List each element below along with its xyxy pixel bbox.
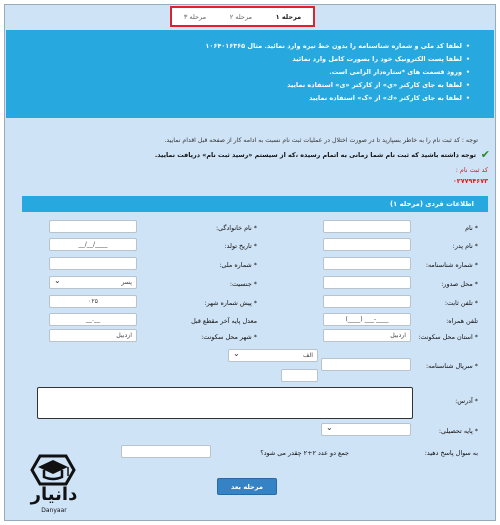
steps-tabs xyxy=(170,6,315,27)
first-name-input[interactable] xyxy=(323,220,411,233)
section-title: اطلاعات فردی (مرحله ۱) xyxy=(22,196,488,212)
national-code-label: * شماره ملی: xyxy=(219,261,257,269)
city-code-label: * پیش شماره شهر: xyxy=(204,299,257,307)
instruction-item: • لطفا کد ملی و شماره شناسنامه را بدون خط تیره وارد نمائید. مثال ۱۰۶۴۰۱۶۳۶۵ xyxy=(6,40,468,53)
security-label: به سوال پاسخ دهید: xyxy=(424,449,478,457)
id-number-label: * شماره شناسنامه: xyxy=(425,261,478,269)
national-code-input[interactable] xyxy=(49,257,137,270)
first-name-label: * نام xyxy=(465,224,478,232)
security-answer-input[interactable] xyxy=(121,445,211,458)
landline-label: * تلفن ثابت: xyxy=(444,299,478,307)
logo-name: دانیار xyxy=(30,484,78,505)
tab-step-1[interactable]: مرحله ۱ xyxy=(275,12,302,21)
registration-code-label: کد ثبت نام : xyxy=(455,166,488,174)
serial-letter-select[interactable]: ⌄ الف xyxy=(228,349,318,362)
province-label: * استان محل سکونت: xyxy=(418,333,478,341)
tab-step-2[interactable]: مرحله ۲ xyxy=(229,12,253,21)
security-question: جمع دو عدد ۲+۲ چقدر می شود؟ xyxy=(260,449,349,457)
birth-date-label: * تاریخ تولد: xyxy=(224,242,257,250)
issue-place-label: * محل صدور: xyxy=(441,280,478,288)
serial-label: * سریال شناسنامه: xyxy=(426,362,478,370)
serial-number-input[interactable] xyxy=(321,358,411,371)
city-code-input[interactable]: ۰۲۵ xyxy=(49,295,137,308)
gpa-input[interactable]: __.__ xyxy=(49,313,137,326)
landline-input[interactable] xyxy=(323,295,411,308)
address-textarea[interactable] xyxy=(37,387,413,419)
notice-text: توجه داشته باشید که ثبت نام شما زمانی به اتمام رسیده ،که از سیستم «رسید ثبت نام» دریافت نمایید. xyxy=(154,151,476,159)
gpa-label: معدل پایه آخر مقطع قبل xyxy=(191,317,257,325)
province-input[interactable]: اردبیل xyxy=(323,329,411,342)
instruction-item: • لطفا به جای کارکتر «ي» از کارکتر «ی» استفاده نمایید xyxy=(6,79,468,92)
registration-code-value: ۰۲۷۷۹۴۶۷۳ xyxy=(452,177,488,185)
id-number-input[interactable] xyxy=(323,257,411,270)
last-name-input[interactable] xyxy=(49,220,137,233)
city-label: * شهر محل سکونت: xyxy=(201,333,257,341)
address-label: * آدرس: xyxy=(455,397,478,405)
instruction-item: • لطفا به جای کارکتر «ك» از «ک» استفاده نمایید xyxy=(6,92,468,105)
next-step-button[interactable]: مرحله بعد xyxy=(217,478,277,495)
grade-label: * پایه تحصیلی: xyxy=(438,427,478,435)
instructions-box xyxy=(6,30,494,118)
mobile-label: تلفن همراه: xyxy=(446,317,478,325)
birth-date-input[interactable]: __/__/____ xyxy=(49,238,137,251)
serial-part-input[interactable] xyxy=(281,369,318,382)
instruction-item: • ورود قسمت های *ستاره‌دار الزامی است. xyxy=(6,66,468,79)
note-text: توجه : کد ثبت نام را به خاطر بسپارید تا در صورت اختلال در عملیات ثبت نام نسبت به ادامه کار از صفحه قبل اقدام نمایید. xyxy=(164,137,478,144)
gender-label: * جنسیت: xyxy=(229,280,257,288)
gender-select[interactable]: ⌄ پسر xyxy=(49,276,137,289)
grade-select[interactable] xyxy=(321,423,411,436)
logo-subtitle: Danyaar xyxy=(41,507,67,514)
father-name-input[interactable] xyxy=(323,238,411,251)
issue-place-input[interactable] xyxy=(323,276,411,289)
tab-step-3[interactable]: مرحله ۳ xyxy=(183,12,207,21)
instruction-item: • لطفا پست الکترونیک خود را بصورت کامل وارد نمائید xyxy=(6,53,468,66)
father-name-label: * نام پدر: xyxy=(452,242,478,250)
last-name-label: * نام خانوادگی: xyxy=(215,224,257,232)
city-input[interactable]: اردبیل xyxy=(49,329,137,342)
mobile-input[interactable]: (____) ___-____ xyxy=(323,313,411,326)
check-icon: ✔ xyxy=(480,148,490,161)
